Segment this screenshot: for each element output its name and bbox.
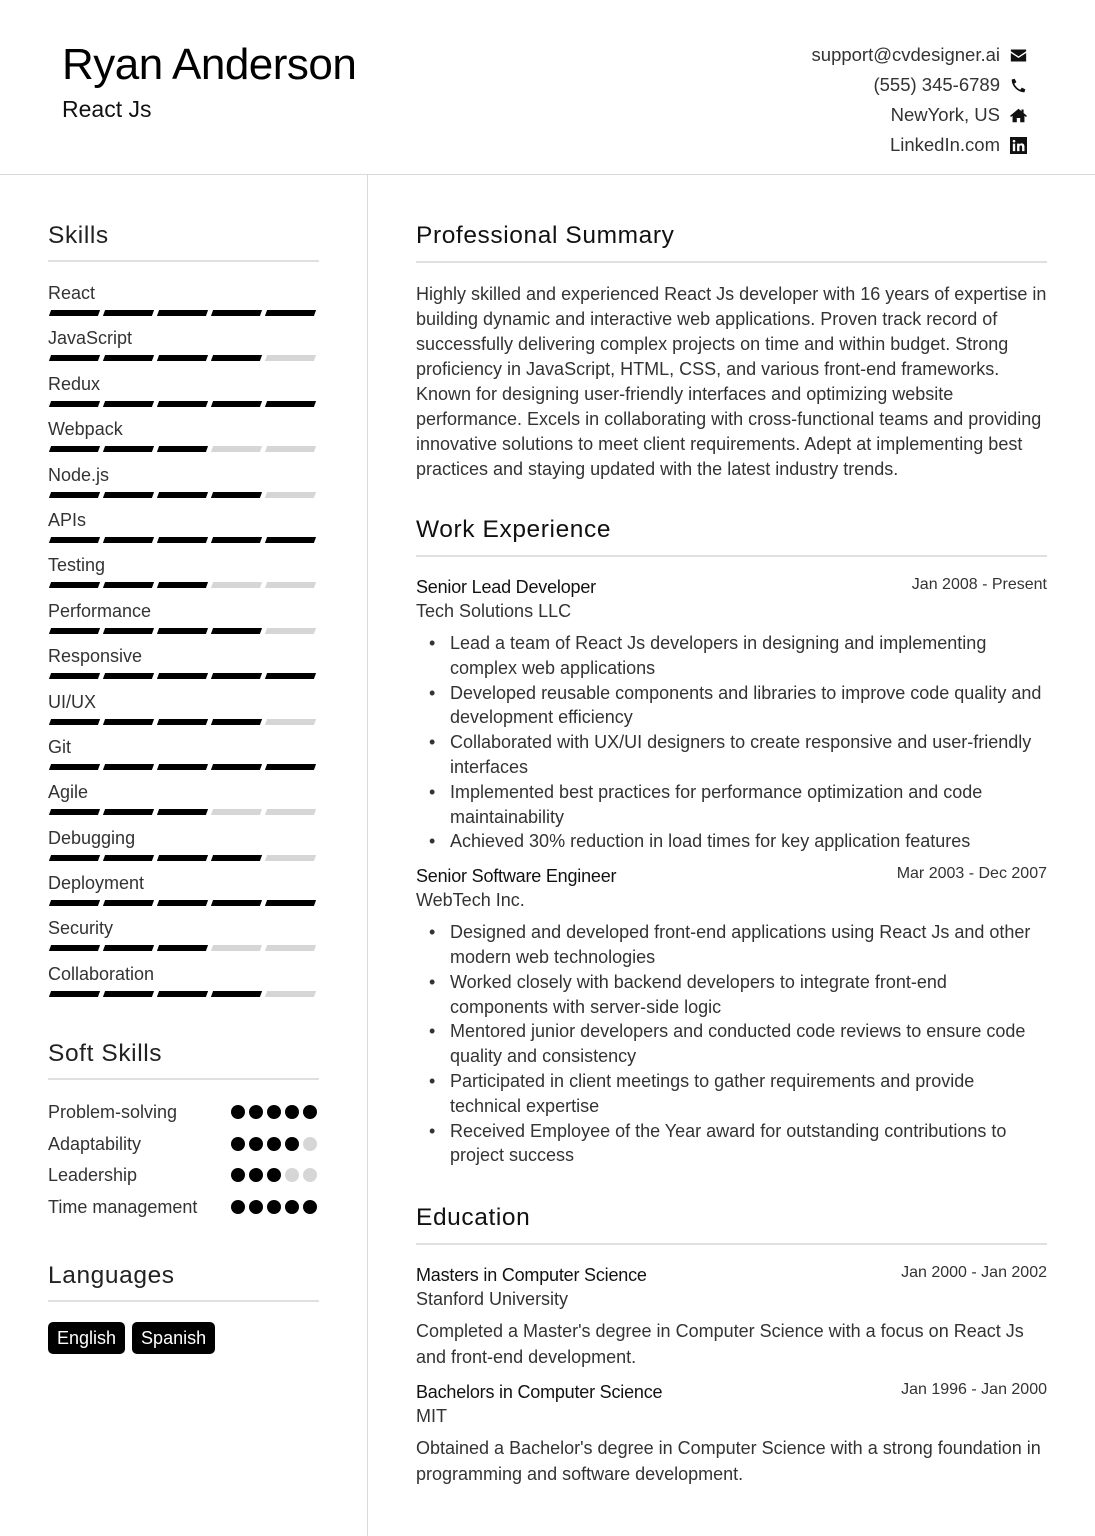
level-segment — [265, 310, 316, 316]
level-segment — [211, 628, 262, 634]
bullet-item: • Designed and developed front-end applications using React Js and other modern web technologies — [450, 920, 1047, 970]
contact-location — [812, 100, 1027, 130]
rating-dot-icon — [249, 1200, 263, 1214]
level-segment — [265, 628, 316, 634]
level-segment — [211, 945, 262, 951]
skill-name: JavaScript — [48, 328, 133, 349]
skill-level-bar — [48, 809, 319, 815]
skill-level-bar — [48, 764, 319, 770]
level-segment — [157, 401, 208, 407]
skill-item — [48, 691, 319, 736]
level-segment — [157, 900, 208, 906]
level-segment — [211, 764, 262, 770]
skill-name: APIs — [48, 509, 87, 530]
level-segment — [49, 582, 100, 588]
rating-dot-icon — [303, 1168, 317, 1182]
level-segment — [157, 582, 208, 588]
degree-title: Masters in Computer Science — [416, 1265, 647, 1286]
skill-name: Webpack — [48, 419, 123, 440]
phone-icon — [1009, 76, 1027, 94]
job-header — [416, 575, 1047, 599]
level-segment — [49, 991, 100, 997]
level-segment — [211, 809, 262, 815]
level-segment — [265, 809, 316, 815]
skills-list — [48, 282, 319, 1008]
rating-dot-icon — [303, 1137, 317, 1151]
level-segment — [211, 719, 262, 725]
skill-item — [48, 600, 319, 645]
job-company: Tech Solutions LLC — [416, 601, 572, 621]
skill-item — [48, 963, 319, 1008]
level-segment — [103, 582, 154, 588]
level-segment — [265, 900, 316, 906]
skill-level-bar — [48, 582, 319, 588]
level-segment — [103, 719, 154, 725]
level-segment — [211, 673, 262, 679]
level-segment — [49, 673, 100, 679]
level-segment — [157, 855, 208, 861]
level-segment — [265, 673, 316, 679]
rating-dot-icon — [249, 1105, 263, 1119]
soft-skill-item — [48, 1100, 319, 1132]
level-segment — [49, 310, 100, 316]
envelope-icon — [1009, 46, 1027, 64]
job-entry — [416, 864, 1047, 1168]
job-header — [416, 864, 1047, 888]
soft-skill-item — [48, 1163, 319, 1195]
job-entry — [416, 575, 1047, 854]
level-segment — [157, 492, 208, 498]
candidate-name: Ryan Anderson — [62, 40, 357, 89]
rating-dot-icon — [285, 1105, 299, 1119]
bullet-item: • Achieved 30% reduction in load times for key application features — [450, 829, 1047, 854]
linkedin-icon — [1009, 136, 1027, 154]
skill-name: UI/UX — [48, 691, 97, 712]
level-segment — [157, 355, 208, 361]
level-segment — [157, 945, 208, 951]
job-title: Senior Lead Developer — [416, 577, 596, 597]
rating-dot-icon — [267, 1200, 281, 1214]
job-dates: Mar 2003 - Dec 2007 — [896, 865, 1047, 883]
job-dates: Jan 2008 - Present — [911, 576, 1047, 593]
language-badge: Spanish — [132, 1322, 215, 1354]
education-dates: Jan 1996 - Jan 2000 — [901, 1381, 1047, 1399]
level-segment — [49, 764, 100, 770]
skills-section — [48, 222, 319, 1008]
skill-name: Performance — [48, 600, 152, 621]
level-segment — [265, 855, 316, 861]
home-icon — [1009, 106, 1027, 124]
skill-item — [48, 554, 319, 599]
skill-name: Testing — [48, 555, 106, 576]
level-segment — [265, 446, 316, 452]
main-content — [416, 222, 1047, 1487]
skill-item — [48, 509, 319, 554]
soft-skill-name: Leadership — [48, 1165, 138, 1186]
level-segment — [211, 582, 262, 588]
skill-level-bar — [48, 855, 319, 861]
level-segment — [157, 537, 208, 543]
level-segment — [103, 673, 154, 679]
skill-level-bar — [48, 628, 319, 634]
soft-skill-rating — [231, 1132, 319, 1151]
candidate-title: React Js — [62, 96, 152, 122]
level-segment — [265, 582, 316, 588]
level-segment — [157, 673, 208, 679]
rating-dot-icon — [231, 1200, 245, 1214]
rating-dot-icon — [285, 1137, 299, 1151]
level-segment — [211, 355, 262, 361]
level-segment — [103, 991, 154, 997]
level-segment — [265, 492, 316, 498]
soft-skills-section — [48, 1040, 319, 1226]
rating-dot-icon — [285, 1200, 299, 1214]
level-segment — [103, 492, 154, 498]
bullet-item: • Implemented best practices for performance optimization and code maintainability — [450, 780, 1047, 830]
level-segment — [157, 628, 208, 634]
skill-name: React — [48, 283, 96, 303]
contact-email-text: support@cvdesigner.ai — [811, 44, 1000, 65]
languages-heading: Languages — [48, 1262, 319, 1302]
skill-name: Redux — [48, 373, 101, 394]
level-segment — [49, 809, 100, 815]
resume-header — [0, 0, 1095, 175]
soft-skills-heading: Soft Skills — [48, 1040, 319, 1080]
jobs-list — [416, 575, 1047, 1168]
job-bullets — [416, 920, 1047, 1168]
languages-list — [48, 1322, 319, 1354]
level-segment — [103, 764, 154, 770]
skill-name: Debugging — [48, 827, 136, 848]
experience-heading: Work Experience — [416, 516, 1047, 557]
skill-item — [48, 917, 319, 962]
rating-dot-icon — [267, 1137, 281, 1151]
level-segment — [265, 719, 316, 725]
skill-level-bar — [48, 900, 319, 906]
rating-dot-icon — [267, 1105, 281, 1119]
degree-title: Bachelors in Computer Science — [416, 1382, 663, 1403]
contact-phone-text: (555) 345-6789 — [873, 74, 1000, 95]
level-segment — [157, 446, 208, 452]
level-segment — [49, 401, 100, 407]
rating-dot-icon — [249, 1168, 263, 1182]
level-segment — [211, 401, 262, 407]
skill-level-bar — [48, 673, 319, 679]
level-segment — [157, 764, 208, 770]
column-divider — [367, 175, 368, 1536]
job-title: Senior Software Engineer — [416, 866, 617, 887]
level-segment — [49, 855, 100, 861]
level-segment — [157, 991, 208, 997]
level-segment — [103, 809, 154, 815]
bullet-item: • Lead a team of React Js developers in designing and implementing complex web applications — [450, 631, 1047, 681]
skill-name: Security — [48, 918, 114, 939]
skill-level-bar — [48, 719, 319, 725]
skill-name: Deployment — [48, 873, 145, 894]
level-segment — [265, 537, 316, 543]
skill-item — [48, 327, 319, 372]
education-entry — [416, 1263, 1047, 1370]
skills-heading: Skills — [48, 222, 319, 262]
skill-item — [48, 872, 319, 917]
soft-skill-rating — [231, 1163, 319, 1182]
rating-dot-icon — [303, 1200, 317, 1214]
bullet-item: • Mentored junior developers and conducted code reviews to ensure code quality and consistency — [450, 1019, 1047, 1069]
skill-item — [48, 827, 319, 872]
level-segment — [103, 900, 154, 906]
bullet-item: • Collaborated with UX/UI designers to create responsive and user-friendly interfaces — [450, 730, 1047, 780]
level-segment — [49, 628, 100, 634]
level-segment — [103, 537, 154, 543]
soft-skill-item — [48, 1195, 319, 1227]
job-bullets — [416, 631, 1047, 854]
level-segment — [49, 446, 100, 452]
rating-dot-icon — [267, 1168, 281, 1182]
level-segment — [103, 855, 154, 861]
soft-skill-name: Adaptability — [48, 1133, 142, 1154]
school-name: Stanford University — [416, 1289, 569, 1310]
skill-level-bar — [48, 537, 319, 543]
education-heading: Education — [416, 1204, 1047, 1245]
level-segment — [103, 355, 154, 361]
level-segment — [211, 900, 262, 906]
skill-name: Git — [48, 736, 72, 757]
level-segment — [265, 401, 316, 407]
level-segment — [49, 537, 100, 543]
skill-item — [48, 736, 319, 781]
level-segment — [211, 991, 262, 997]
level-segment — [103, 945, 154, 951]
skill-item — [48, 781, 319, 826]
summary-section — [416, 222, 1047, 482]
contact-phone[interactable] — [812, 70, 1027, 100]
level-segment — [265, 355, 316, 361]
rating-dot-icon — [249, 1137, 263, 1151]
experience-section — [416, 516, 1047, 1168]
contact-linkedin-text: LinkedIn.com — [889, 134, 1000, 155]
education-section — [416, 1204, 1047, 1487]
soft-skill-name: Time management — [48, 1196, 198, 1217]
skill-level-bar — [48, 355, 319, 361]
level-segment — [157, 719, 208, 725]
skill-name: Node.js — [48, 464, 110, 485]
summary-heading: Professional Summary — [416, 222, 1047, 263]
level-segment — [211, 310, 262, 316]
level-segment — [265, 945, 316, 951]
language-badge: English — [48, 1322, 125, 1354]
summary-text: Highly skilled and experienced React Js developer with 16 years of expertise in building dynamic and interactive web applications. Proven track record of successfully delivering complex projects on time and within budget. Strong proficiency in JavaScript, HTML, CSS, and various front-end frameworks. Known for designing user-friendly interfaces and optimizing website performance. Excels in collaborating with cross-functional teams and providing innovative solutions to meet client requirements. Adept at implementing best practices and staying updated with the latest industry trends. — [416, 284, 1047, 479]
languages-section — [48, 1262, 319, 1354]
level-segment — [103, 310, 154, 316]
contact-email[interactable] — [812, 40, 1027, 70]
level-segment — [157, 809, 208, 815]
level-segment — [49, 945, 100, 951]
education-list — [416, 1263, 1047, 1487]
level-segment — [49, 719, 100, 725]
skill-level-bar — [48, 991, 319, 997]
level-segment — [103, 446, 154, 452]
soft-skill-name: Problem-solving — [48, 1102, 178, 1123]
soft-skill-item — [48, 1132, 319, 1164]
level-segment — [103, 401, 154, 407]
bullet-item: • Developed reusable components and libraries to improve code quality and development efficiency — [450, 681, 1047, 731]
skill-level-bar — [48, 310, 319, 316]
rating-dot-icon — [231, 1168, 245, 1182]
skill-item — [48, 645, 319, 690]
level-segment — [265, 991, 316, 997]
level-segment — [211, 492, 262, 498]
education-dates: Jan 2000 - Jan 2002 — [901, 1264, 1047, 1282]
education-description: Completed a Master's degree in Computer Science with a focus on React Js and front-end development. — [416, 1321, 1024, 1368]
skill-item — [48, 464, 319, 509]
skill-name: Responsive — [48, 646, 143, 667]
level-segment — [211, 446, 262, 452]
education-header — [416, 1263, 1047, 1287]
education-description: Obtained a Bachelor's degree in Computer Science with a strong foundation in programming and software development. — [416, 1438, 1041, 1485]
contact-location-text: NewYork, US — [890, 104, 1000, 125]
bullet-item: • Received Employee of the Year award for outstanding contributions to project success — [450, 1119, 1047, 1169]
skill-name: Collaboration — [48, 963, 155, 984]
level-segment — [49, 355, 100, 361]
rating-dot-icon — [285, 1168, 299, 1182]
bullet-item: • Participated in client meetings to gather requirements and provide technical expertise — [450, 1069, 1047, 1119]
skill-level-bar — [48, 401, 319, 407]
skill-level-bar — [48, 492, 319, 498]
soft-skill-rating — [231, 1195, 319, 1214]
rating-dot-icon — [303, 1105, 317, 1119]
school-name: MIT — [416, 1406, 447, 1427]
skill-level-bar — [48, 446, 319, 452]
level-segment — [157, 310, 208, 316]
job-company: WebTech Inc. — [416, 890, 525, 911]
rating-dot-icon — [231, 1105, 245, 1119]
level-segment — [211, 537, 262, 543]
level-segment — [49, 900, 100, 906]
skill-item — [48, 418, 319, 463]
contact-info — [812, 40, 1027, 160]
skill-level-bar — [48, 945, 319, 951]
skill-item — [48, 373, 319, 418]
soft-skills-list — [48, 1100, 319, 1226]
skill-item — [48, 282, 319, 327]
skill-name: Agile — [48, 782, 89, 803]
soft-skill-rating — [231, 1100, 319, 1119]
education-entry — [416, 1380, 1047, 1487]
level-segment — [265, 764, 316, 770]
level-segment — [103, 628, 154, 634]
rating-dot-icon — [231, 1137, 245, 1151]
contact-linkedin[interactable] — [812, 130, 1027, 160]
level-segment — [211, 855, 262, 861]
education-header — [416, 1380, 1047, 1404]
level-segment — [49, 492, 100, 498]
bullet-item: • Worked closely with backend developers to integrate front-end components with server-side logic — [450, 970, 1047, 1020]
sidebar — [48, 222, 319, 1354]
